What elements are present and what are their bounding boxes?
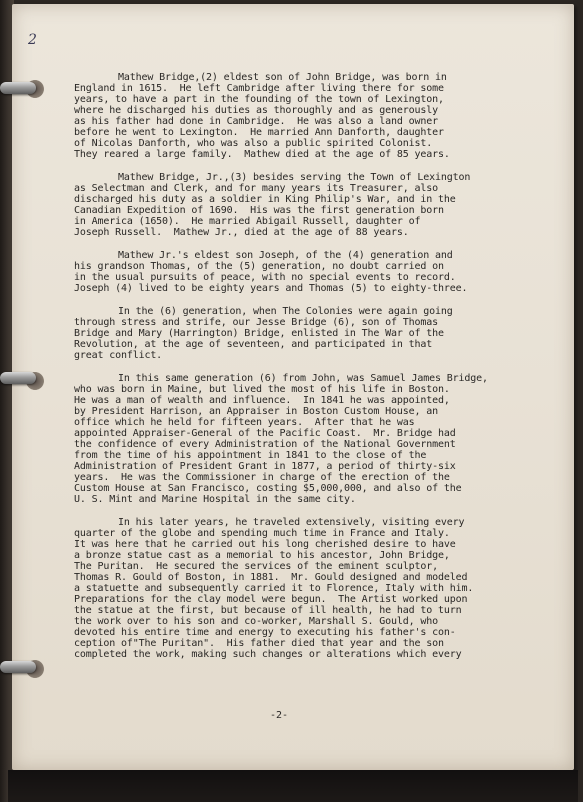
typed-body: [74, 72, 544, 672]
text-line: great conflict.: [74, 350, 163, 361]
paragraph: [74, 72, 544, 160]
paragraph: [74, 172, 544, 238]
text-line: Joseph (4) lived to be eighty years and Thomas (5) to eighty-three.: [74, 283, 468, 294]
binder-ring: [0, 82, 36, 94]
text-line: Joseph Russell. Mathew Jr., died at the age of 88 years.: [74, 227, 409, 238]
text-line: of Nicolas Danforth, who was also a public spirited Colonist.: [74, 138, 433, 149]
document-page: [12, 4, 574, 770]
text-line: years. He was the Commissioner in charge of the erection of the: [74, 472, 450, 483]
text-line: U. S. Mint and Marine Hospital in the same city.: [74, 494, 356, 505]
text-line: in the usual pursuits of peace, with no special events to record.: [74, 272, 456, 283]
text-line: Mathew Bridge,(2) eldest son of John Bridge, was born in: [118, 72, 447, 83]
text-line: in America (1650). He married Abigail Russell, daughter of: [74, 216, 421, 227]
paragraph: [74, 306, 544, 361]
text-line: a bronze statue cast as a memorial to his ancestor, John Bridge,: [74, 550, 450, 561]
text-line: Bridge and Mary (Harrington) Bridge, enlisted in The War of the: [74, 328, 444, 339]
text-line: The Puritan. He secured the services of the eminent sculptor,: [74, 561, 438, 572]
text-line: before he went to Lexington. He married Ann Danforth, daughter: [74, 127, 444, 138]
text-line: the confidence of every Administration of the National Government: [74, 439, 456, 450]
text-line: Canadian Expedition of 1690. His was the first generation born: [74, 205, 444, 216]
text-line: a statuette and subsequently carried it to Florence, Italy with him.: [74, 583, 474, 594]
text-line: In this same generation (6) from John, was Samuel James Bridge,: [118, 373, 488, 384]
text-line: appointed Appraiser-General of the Pacific Coast. Mr. Bridge had: [74, 428, 456, 439]
text-line: by President Harrison, an Appraiser in Boston Custom House, an: [74, 406, 438, 417]
text-line: Revolution, at the age of seventeen, and participated in that: [74, 339, 433, 350]
text-line: devoted his entire time and energy to executing his father's con-: [74, 627, 456, 638]
paragraph: [74, 250, 544, 294]
text-line: Custom House at San Francisco, costing $5,000,000, and also of the: [74, 483, 462, 494]
text-line: office which he held for fifteen years. After that he was: [74, 417, 415, 428]
text-line: Preparations for the clay model were begun. The Artist worked upon: [74, 594, 468, 605]
text-line: who was born in Maine, but lived the most of his life in Boston.: [74, 384, 450, 395]
text-line: Administration of President Grant in 1877, a period of thirty-six: [74, 461, 456, 472]
text-line: They reared a large family. Mathew died at the age of 85 years.: [74, 149, 450, 160]
text-line: Mathew Jr.'s eldest son Joseph, of the (4) generation and: [118, 250, 453, 261]
paragraph: [74, 517, 544, 660]
text-line: the statue at the first, but because of ill health, he had to turn: [74, 605, 462, 616]
text-line: as his father had done in Cambridge. He was also a land owner: [74, 116, 438, 127]
text-line: In the (6) generation, when The Colonies were again going: [118, 306, 453, 317]
handwritten-page-marker: 2: [28, 32, 37, 48]
text-line: Mathew Bridge, Jr.,(3) besides serving the Town of Lexington: [118, 172, 471, 183]
text-line: ception of"The Puritan". His father died that year and the son: [74, 638, 444, 649]
text-line: from the time of his appointment in 1841 to the close of the: [74, 450, 427, 461]
text-line: his grandson Thomas, of the (5) generation, no doubt carried on: [74, 261, 444, 272]
text-line: as Selectman and Clerk, and for many years its Treasurer, also: [74, 183, 438, 194]
text-line: It was here that he carried out his long cherished desire to have: [74, 539, 456, 550]
text-line: Thomas R. Gould of Boston, in 1881. Mr. Gould designed and modeled: [74, 572, 468, 583]
binder-ring: [0, 372, 36, 384]
binder-ring: [0, 661, 36, 673]
text-line: through stress and strife, our Jesse Bridge (6), son of Thomas: [74, 317, 438, 328]
text-line: years, to have a part in the founding of the town of Lexington,: [74, 94, 444, 105]
text-line: England in 1615. He left Cambridge after living there for some: [74, 83, 444, 94]
paragraph: [74, 373, 544, 505]
text-line: He was a man of wealth and influence. In 1841 he was appointed,: [74, 395, 450, 406]
page-number-footer: -2-: [270, 710, 289, 721]
text-line: quarter of the globe and spending much time in France and Italy.: [74, 528, 450, 539]
text-line: completed the work, making such changes or alterations which every: [74, 649, 462, 660]
text-line: where he discharged his duties as thoroughly and as generously: [74, 105, 438, 116]
text-line: the work over to his son and co-worker, Marshall S. Gould, who: [74, 616, 438, 627]
binder-cover-bottom: [8, 770, 578, 802]
text-line: discharged his duty as a soldier in King Philip's War, and in the: [74, 194, 456, 205]
text-line: In his later years, he traveled extensively, visiting every: [118, 517, 465, 528]
